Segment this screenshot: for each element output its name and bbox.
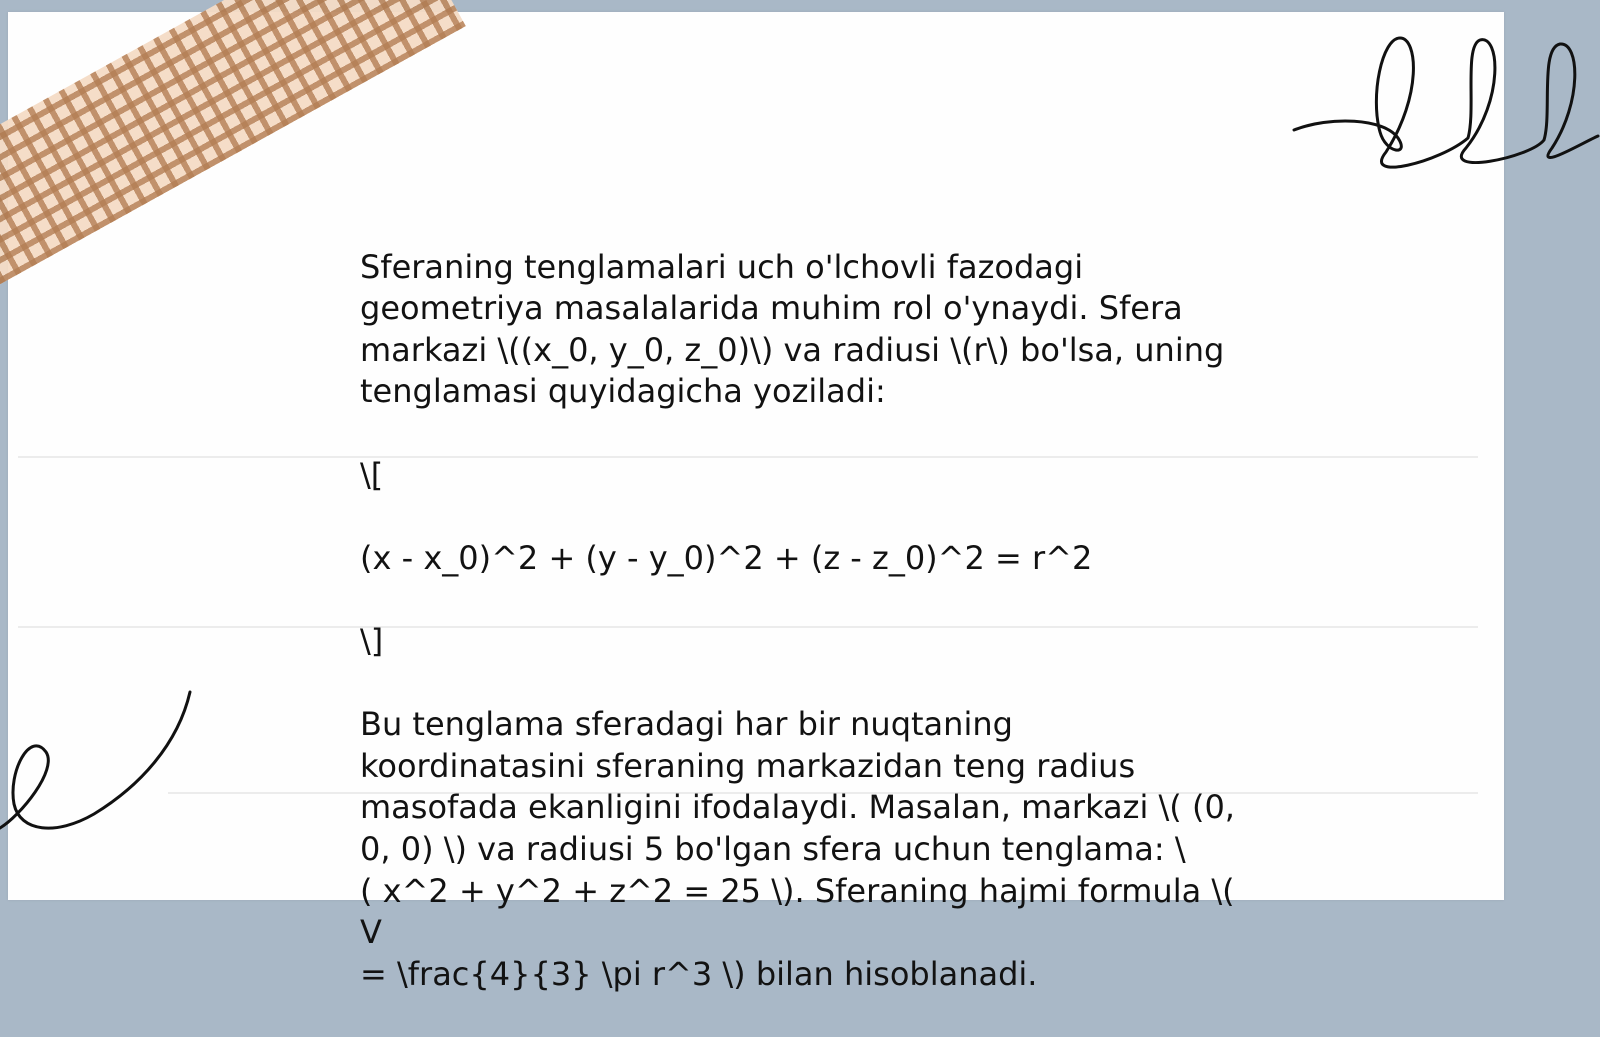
swoosh-squiggle [0, 690, 200, 850]
paragraph-explanation: Bu tenglama sferadagi har bir nuqtaning koordinatasini sferaning markazidan teng radius masofada ekanligini ifodalaydi. Masalan, markazi \( (0, 0, 0) \) va radiusi 5 bo'lgan sfera uchun tenglama: \ ( x^2 + y^2 + z^2 = 25 \). Sferaning hajmi formula \( V = \frac{4}{3} \pi r^3 \) bilan hisoblanadi. [360, 705, 1235, 993]
loop-squiggle [1290, 30, 1600, 170]
formula-close-delimiter: \] [360, 621, 384, 660]
formula-open-delimiter: \[ [360, 455, 384, 494]
paragraph-intro: Sferaning tenglamalari uch o'lchovli fazodagi geometriya masalalarida muhim rol o'ynaydi. Sfera markazi \((x_0, y_0, z_0)\) va radiusi \(r\) bo'lsa, uning tenglamasi quyidagicha yoziladi: [360, 247, 1225, 411]
body-text [360, 205, 1260, 1037]
formula-sphere-equation: (x - x_0)^2 + (y - y_0)^2 + (z - z_0)^2 = r^2 [360, 538, 1093, 577]
